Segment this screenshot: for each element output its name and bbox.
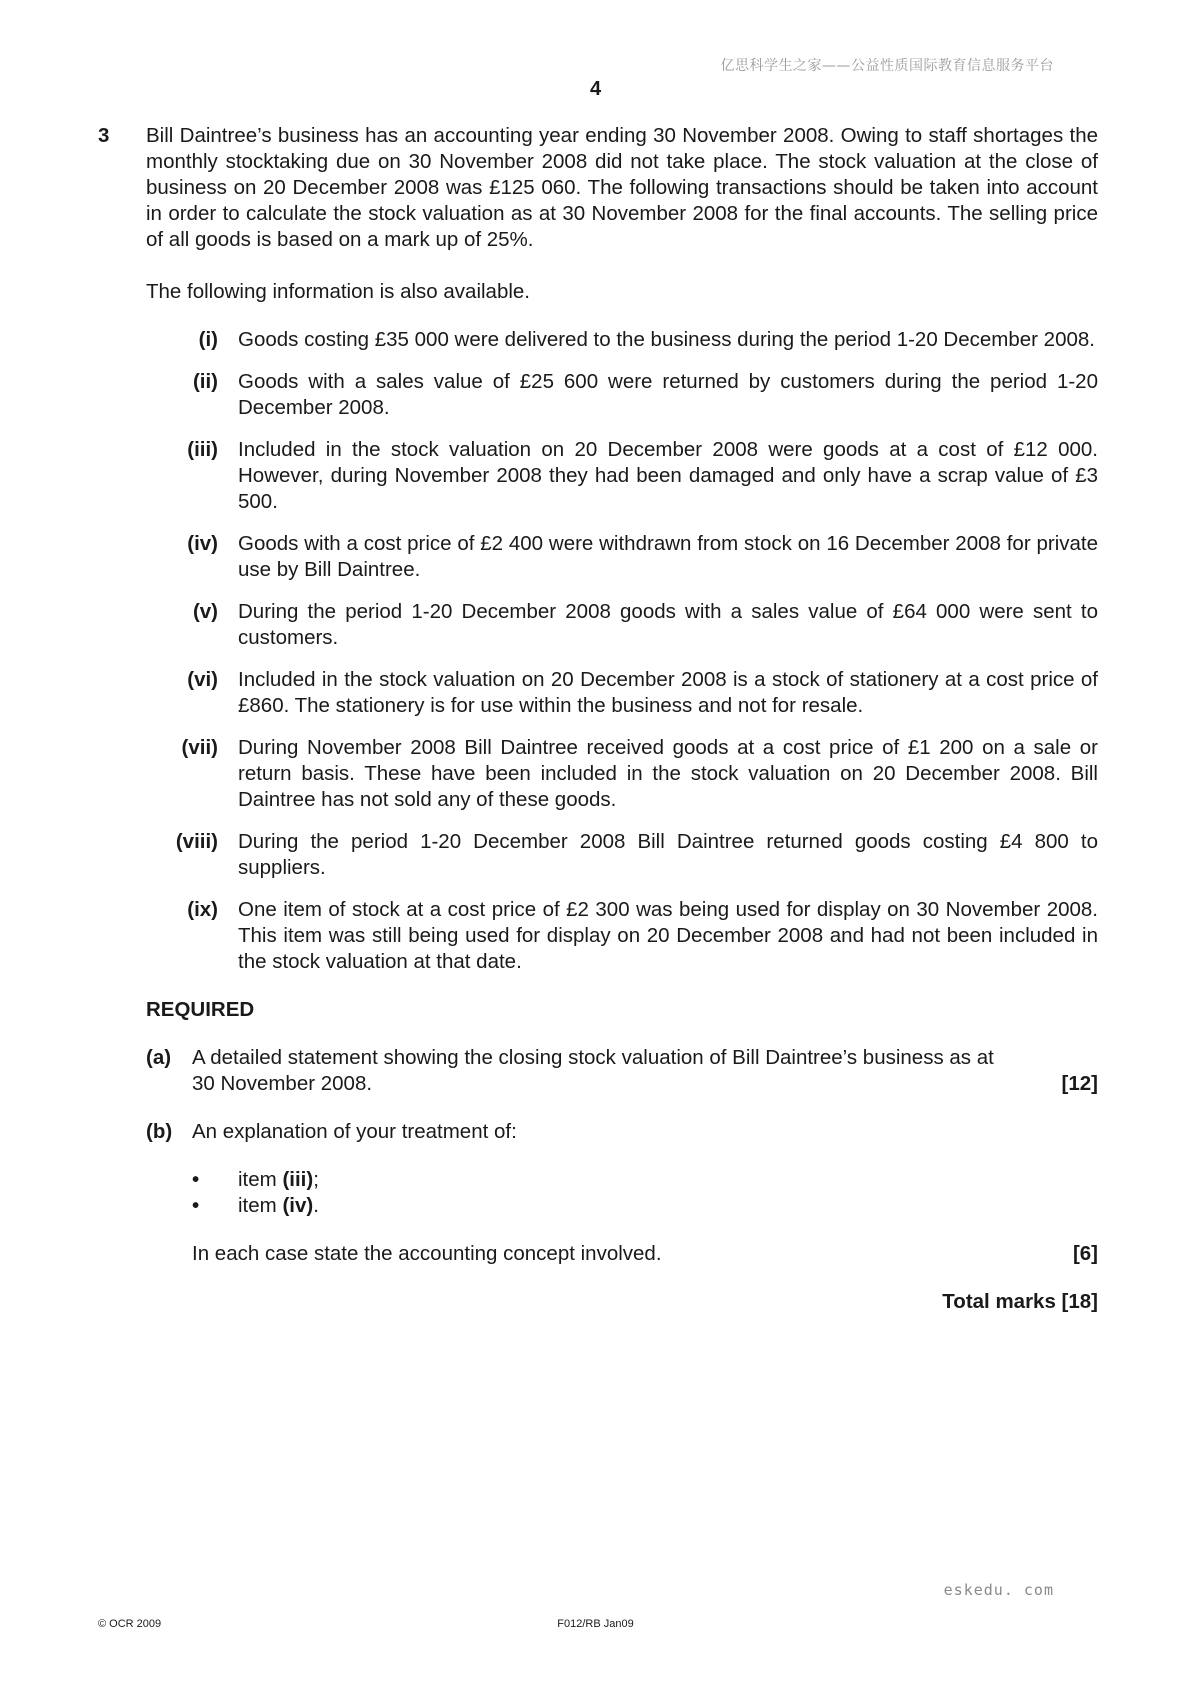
item-text: Included in the stock valuation on 20 December 2008 were goods at a cost of £12 000. However, during November 2008 they had been damaged and only have a scrap value of £3 500. bbox=[238, 438, 1098, 513]
bullet-icon: • bbox=[192, 1168, 200, 1191]
bullet-item bbox=[192, 1193, 1098, 1219]
info-item-vii bbox=[166, 735, 1098, 813]
question-body bbox=[146, 123, 1098, 1315]
part-a-text bbox=[192, 1045, 1098, 1097]
info-item-iv bbox=[166, 531, 1098, 583]
part-a bbox=[146, 1045, 1098, 1097]
item-text: During the period 1-20 December 2008 Bill Daintree returned goods costing £4 800 to suppliers. bbox=[238, 830, 1098, 879]
item-label: (v) bbox=[192, 600, 218, 623]
watermark-footer: eskedu. com bbox=[943, 1581, 1054, 1599]
info-item-ix bbox=[166, 897, 1098, 975]
info-item-iii bbox=[166, 437, 1098, 515]
part-b-marks: [6] bbox=[1072, 1242, 1098, 1265]
item-text: One item of stock at a cost price of £2 300 was being used for display on 30 November 2008. This item was still being used for display on 20 December 2008 and had not been included in the stock valuation at that date. bbox=[238, 898, 1098, 973]
item-text: Goods costing £35 000 were delivered to the business during the period 1-20 December 2008. bbox=[238, 328, 1095, 351]
bullet-item bbox=[192, 1167, 1098, 1193]
part-label: (b) bbox=[146, 1120, 173, 1143]
info-item-ii bbox=[166, 369, 1098, 421]
item-label: (iii) bbox=[187, 438, 218, 461]
part-a-line1: A detailed statement showing the closing stock valuation of Bill Daintree’s business as at bbox=[192, 1046, 994, 1069]
item-label: (vi) bbox=[187, 668, 218, 691]
required-heading: REQUIRED bbox=[146, 998, 255, 1021]
item-text: Goods with a sales value of £25 600 were returned by customers during the period 1-20 December 2008. bbox=[238, 370, 1098, 419]
item-text: During November 2008 Bill Daintree received goods at a cost price of £1 200 on a sale or return basis. These have been included in the stock valuation on 20 December 2008. Bill Daintree has not sold any of these goods. bbox=[238, 736, 1098, 811]
part-a-marks-line bbox=[192, 1071, 1098, 1097]
info-item-i bbox=[166, 327, 1098, 353]
item-text: Included in the stock valuation on 20 December 2008 is a stock of stationery at a cost price of £860. The stationery is for use within the business and not for resale. bbox=[238, 668, 1098, 717]
question-intro: Bill Daintree’s business has an accounting year ending 30 November 2008. Owing to staff shortages the monthly stocktaking due on 30 November 2008 did not take place. The stock valuation at the close of business on 20 December 2008 was £125 060. The following transactions should be taken into account in order to calculate the stock valuation as at 30 November 2008 for the final accounts. The selling price of all goods is based on a mark up of 25%. bbox=[146, 124, 1098, 251]
total-marks: Total marks [18] bbox=[942, 1290, 1098, 1313]
item-label: (iv) bbox=[187, 532, 218, 555]
question-number: 3 bbox=[98, 124, 110, 147]
part-b-concept bbox=[192, 1241, 1098, 1267]
info-items bbox=[166, 327, 1098, 975]
watermark-header: 亿思科学生之家——公益性质国际教育信息服务平台 bbox=[720, 58, 1054, 74]
bullet-text: item (iv). bbox=[238, 1194, 319, 1217]
concept-text: In each case state the accounting concept involved. bbox=[192, 1242, 662, 1265]
item-label: (viii) bbox=[175, 830, 218, 853]
bullet-icon: • bbox=[192, 1194, 200, 1217]
info-item-vi bbox=[166, 667, 1098, 719]
item-label: (ix) bbox=[187, 898, 218, 921]
info-item-v bbox=[166, 599, 1098, 651]
item-text: Goods with a cost price of £2 400 were withdrawn from stock on 16 December 2008 for private use by Bill Daintree. bbox=[238, 532, 1098, 581]
info-item-viii bbox=[166, 829, 1098, 881]
footer-code: F012/RB Jan09 bbox=[557, 1618, 634, 1630]
part-b-bullets bbox=[192, 1167, 1098, 1219]
question-content bbox=[98, 123, 1098, 1315]
part-b-text: An explanation of your treatment of: bbox=[192, 1120, 517, 1143]
part-b bbox=[146, 1119, 1098, 1145]
page-number: 4 bbox=[589, 78, 602, 100]
question-row bbox=[98, 123, 1098, 1315]
item-label: (vii) bbox=[181, 736, 218, 759]
footer-copyright: © OCR 2009 bbox=[98, 1618, 162, 1630]
info-lead: The following information is also available. bbox=[146, 280, 531, 303]
part-a-marks: [12] bbox=[1061, 1072, 1098, 1095]
part-a-line2: 30 November 2008. bbox=[192, 1072, 373, 1095]
item-label: (i) bbox=[198, 328, 218, 351]
item-text: During the period 1-20 December 2008 goods with a sales value of £64 000 were sent to customers. bbox=[238, 600, 1098, 649]
bullet-text: item (iii); bbox=[238, 1168, 319, 1191]
part-label: (a) bbox=[146, 1046, 172, 1069]
item-label: (ii) bbox=[192, 370, 218, 393]
